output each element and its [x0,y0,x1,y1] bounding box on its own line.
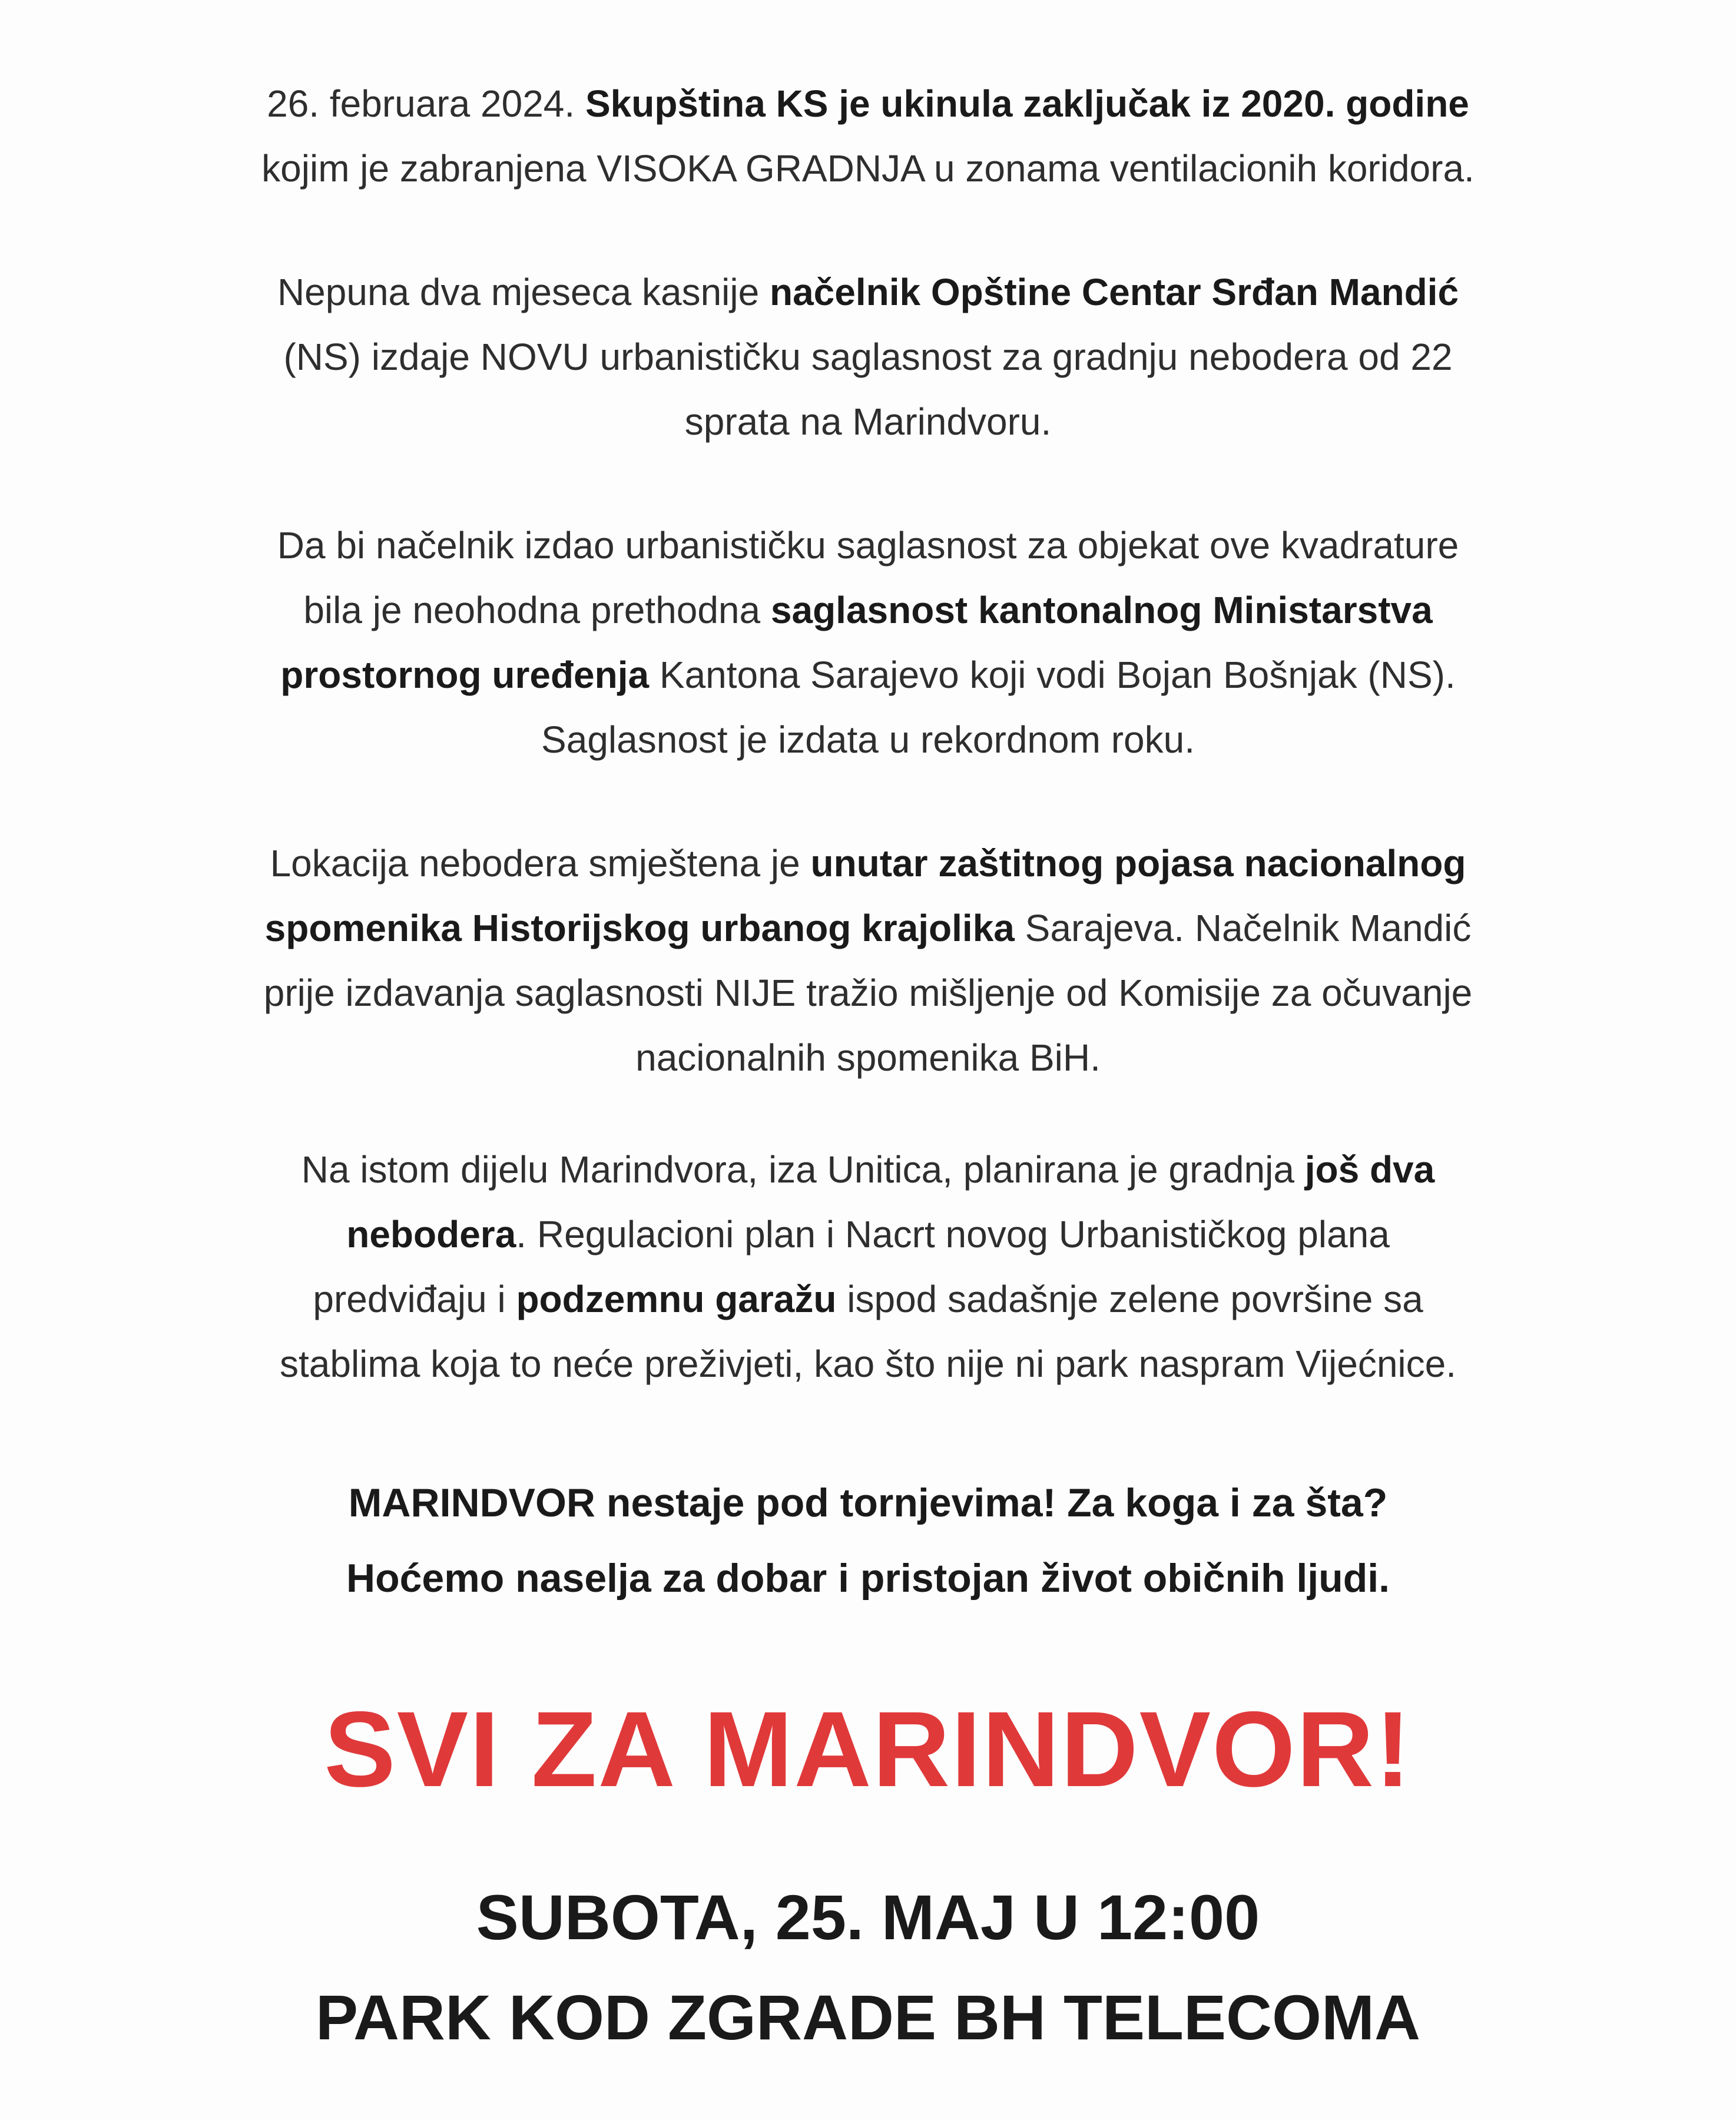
paragraph-mayor-permit [88,260,1648,454]
paragraph-bold-text: nebodera [346,1213,516,1256]
paragraph-more-towers [88,1137,1648,1396]
paragraph-text: Nepuna dva mjeseca kasnije [277,271,770,313]
paragraph-bold-text: još dva [1304,1148,1435,1191]
paragraph-text: stablima koja to neće preživjeti, kao što nije ni park naspram Vijećnice. [279,1343,1457,1385]
paragraph-text: Sarajeva. Načelnik Mandić [1014,907,1472,949]
paragraph-text: Saglasnost je izdata u rekordnom roku. [541,718,1195,761]
paragraph-bold-text: načelnik Opštine Centar Srđan Mandić [769,271,1459,313]
paragraph-text: kojim je zabranjena VISOKA GRADNJA u zonama ventilacionih koridora. [261,147,1475,190]
paragraph-text: nacionalnih spomenika BiH. [635,1036,1101,1079]
paragraph-text: sprata na Marindvoru. [684,400,1052,443]
paragraph-bold-text: prostornog uređenja [280,654,650,696]
slogan [88,1465,1648,1616]
paragraph-text: 26. februara 2024. [267,82,585,125]
event-date: SUBOTA, 25. MAJ U 12:00 [476,1882,1260,1953]
paragraph-bold-text: saglasnost kantonalnog Ministarstva [770,589,1433,631]
paragraph-text: Da bi načelnik izdao urbanističku saglasnost za objekat ove kvadrature [277,524,1459,567]
paragraph-text: Na istom dijelu Marindvora, iza Unitica, planirana je gradnja [301,1148,1305,1191]
paragraph-bold-text: Skupština KS je ukinula zaključak iz 2020. godine [585,82,1469,125]
paragraph-assembly-decision [88,71,1648,201]
headline: SVI ZA MARINDVOR! [324,1689,1412,1809]
paragraph-bold-text: spomenika Historijskog urbanog krajolika [264,907,1015,949]
paragraph-bold-text: unutar zaštitnog pojasa nacionalnog [810,842,1466,885]
paragraph-text: (NS) izdaje NOVU urbanističku saglasnost za gradnju nebodera od 22 [283,336,1453,378]
paragraph-text: Lokacija nebodera smještena je [270,842,811,885]
paragraph-bold-text: podzemnu garažu [516,1278,837,1320]
paragraph-text: bila je neohodna prethodna [303,589,771,631]
slogan-line-1: MARINDVOR nestaje pod tornjevima! Za koga i za šta? [348,1480,1388,1525]
paragraph-ministry-consent [88,513,1648,772]
paragraph-text: ispod sadašnje zelene površine sa [836,1278,1423,1320]
paragraph-text: . Regulacioni plan i Nacrt novog Urbanističkog plana [516,1213,1390,1256]
paragraph-text: Kantona Sarajevo koji vodi Bojan Bošnjak (NS). [649,654,1456,696]
event-place: PARK KOD ZGRADE BH TELECOMA [316,1982,1420,2053]
paragraph-text: predviđaju i [313,1278,516,1320]
paragraph-text: prije izdavanja saglasnosti NIJE tražio mišljenje od Komisije za očuvanje [263,972,1473,1014]
slogan-line-2: Hoćemo naselja za dobar i pristojan život običnih ljudi. [346,1556,1390,1601]
paragraph-monument-zone [88,831,1648,1090]
